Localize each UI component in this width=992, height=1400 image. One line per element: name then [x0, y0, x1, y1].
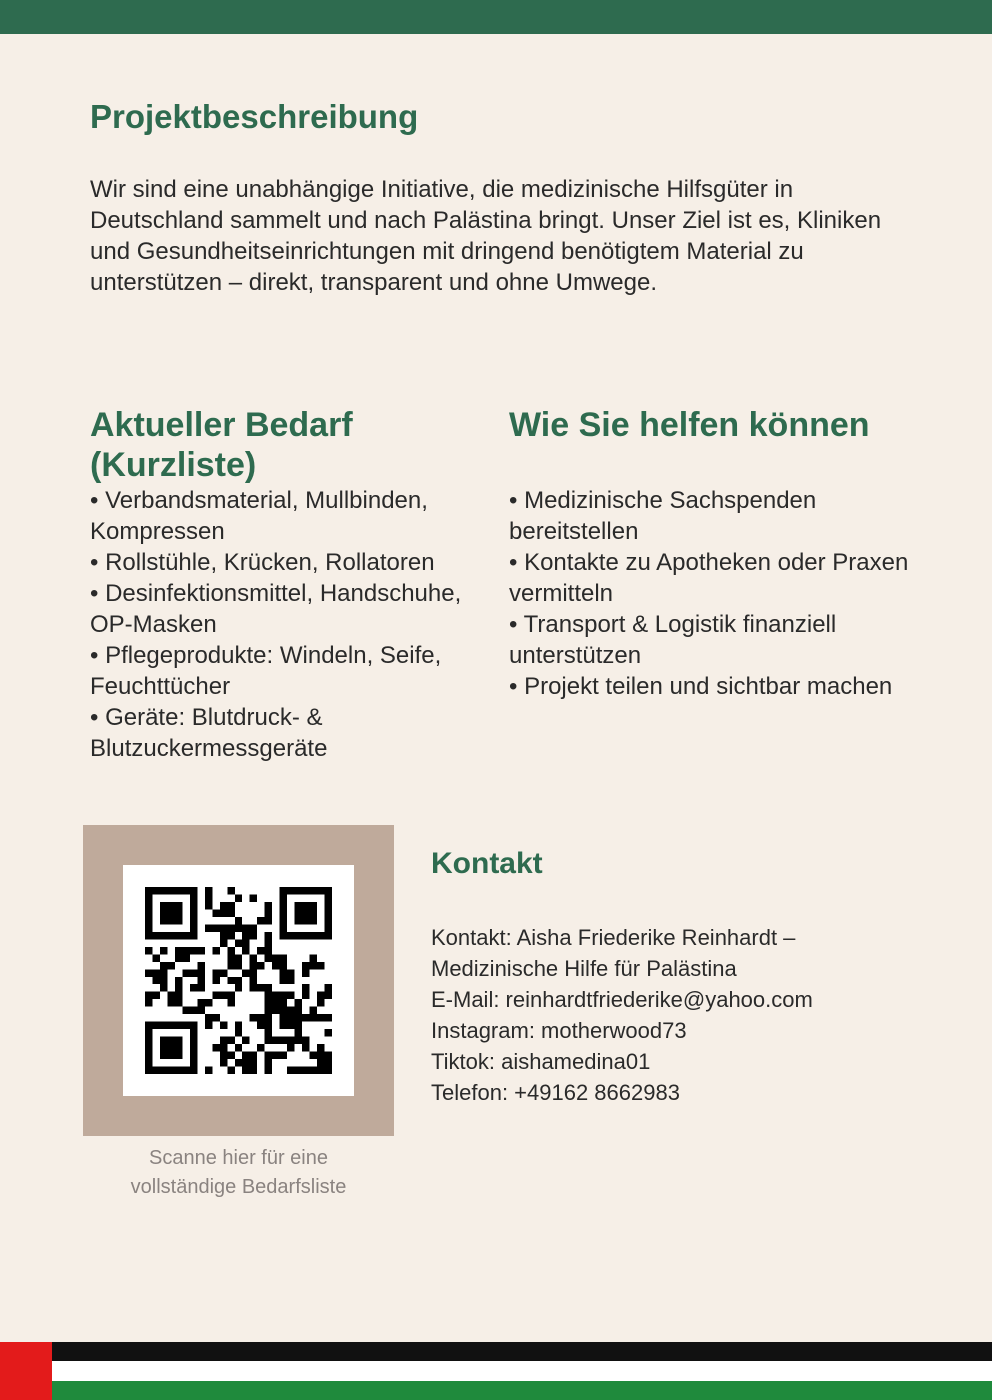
contact-organization: Medizinische Hilfe für Palästina	[431, 956, 737, 981]
contact-phone[interactable]: Telefon: +49162 8662983	[431, 1080, 680, 1105]
needs-item: • Pflegeprodukte: Windeln, Seife, Feuchttücher	[90, 642, 442, 700]
needs-section	[90, 405, 490, 764]
contact-tiktok[interactable]: Tiktok: aishamedina01	[431, 1049, 651, 1074]
qr-frame	[83, 825, 394, 1136]
help-title: Wie Sie helfen können	[509, 406, 870, 444]
qr-card[interactable]	[123, 865, 354, 1096]
qr-caption	[83, 1144, 394, 1202]
help-item: • Kontakte zu Apotheken oder Praxen vermitteln	[509, 549, 909, 607]
palestine-flag-band	[0, 1342, 992, 1400]
flag-triangle-red	[0, 1342, 52, 1400]
help-item: • Projekt teilen und sichtbar machen	[509, 673, 893, 700]
needs-title: Aktueller Bedarf (Kurzliste)	[90, 406, 353, 484]
needs-item: • Rollstühle, Krücken, Rollatoren	[90, 549, 435, 576]
needs-item: • Verbandsmaterial, Mullbinden, Kompressen	[90, 487, 428, 545]
needs-item: • Geräte: Blutdruck- & Blutzuckermessgeräte	[90, 704, 328, 762]
help-item: • Medizinische Sachspenden bereitstellen	[509, 487, 817, 545]
project-title: Projektbeschreibung	[90, 98, 419, 135]
flag-stripe-green	[0, 1381, 992, 1400]
qr-code-icon[interactable]	[145, 887, 332, 1074]
flag-stripe-white	[0, 1361, 992, 1380]
qr-caption-line1: Scanne hier für eine	[148, 1147, 328, 1169]
needs-item: • Desinfektionsmittel, Handschuhe, OP-Masken	[90, 580, 462, 638]
qr-caption-line2: vollständige Bedarfsliste	[130, 1176, 347, 1198]
help-list	[509, 485, 929, 702]
contact-email[interactable]: E-Mail: reinhardtfriederike@yahoo.com	[431, 987, 813, 1012]
contact-person: Kontakt: Aisha Friederike Reinhardt –	[431, 925, 796, 950]
help-section	[509, 405, 929, 702]
flag-stripe-black	[0, 1342, 992, 1361]
contact-instagram[interactable]: Instagram: motherwood73	[431, 1018, 687, 1043]
contact-details	[431, 922, 813, 1108]
top-color-band	[0, 0, 992, 34]
help-title-spacer	[509, 445, 929, 485]
project-description: Wir sind eine unabhängige Initiative, die medizinische Hilfsgüter in Deutschland sammelt und nach Palästina bringt. Unser Ziel ist es, Kliniken und Gesundheitseinrichtungen mit dringend benötigtem Material zu unterstützen – direkt, transparent und ohne Umwege.	[90, 176, 882, 296]
contact-title: Kontakt	[431, 847, 543, 880]
needs-list	[90, 485, 490, 764]
help-item: • Transport & Logistik finanziell unterstützen	[509, 611, 837, 669]
